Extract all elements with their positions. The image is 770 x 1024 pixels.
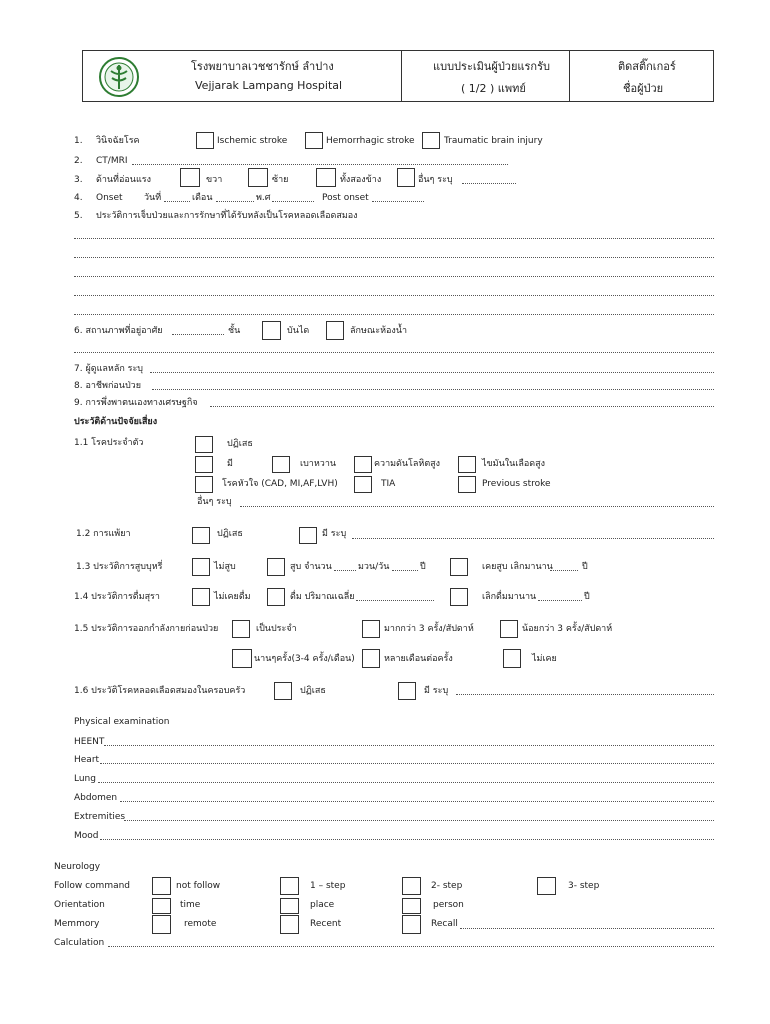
no-smoke-checkbox[interactable] [192, 558, 210, 576]
tia-checkbox[interactable] [354, 476, 372, 493]
heent-label: HEENT [74, 737, 105, 747]
orientation-time-label: time [180, 900, 201, 910]
history-label: ประวัติการเจ็บป่วยและการรักษาที่ได้รับหลังเป็นโรคหลอดเลือดสมอง [96, 211, 358, 221]
orientation-person-label: person [433, 900, 464, 910]
disease-deny-checkbox[interactable] [195, 436, 213, 453]
item-number: 2. [74, 156, 83, 166]
floor-field[interactable] [172, 334, 224, 335]
history-line[interactable] [74, 257, 714, 258]
quit-smoke-unit: ปี [582, 562, 588, 572]
memory-remote-checkbox[interactable] [152, 915, 171, 934]
onset-month-field[interactable] [216, 201, 254, 202]
diagnosis-label: วินิจฉัยโรค [96, 136, 140, 146]
not-follow-checkbox[interactable] [152, 877, 171, 895]
tia-label: TIA [381, 479, 396, 489]
memory-recent-checkbox[interactable] [280, 915, 299, 934]
disease-deny-label: ปฏิเสธ [227, 439, 253, 449]
left-side-checkbox[interactable] [248, 168, 268, 187]
item-number: 1. [74, 136, 83, 146]
caregiver-field[interactable] [150, 372, 714, 373]
exercise-never-checkbox[interactable] [503, 649, 521, 668]
previous-stroke-checkbox[interactable] [458, 476, 476, 493]
follow-command-label: Follow command [54, 881, 131, 891]
drink-amount-label: ดื่ม ปริมาณเฉลี่ย [290, 592, 355, 602]
stairs-label: บันได [287, 326, 310, 336]
traumatic-brain-injury-label: Traumatic brain injury [444, 136, 543, 146]
recall-field[interactable] [460, 928, 714, 929]
exercise-more3-label: มากกว่า 3 ครั้ง/สัปดาห์ [384, 624, 474, 634]
step3-checkbox[interactable] [537, 877, 556, 895]
hospital-logo-icon [97, 56, 141, 98]
ischemic-stroke-checkbox[interactable] [196, 132, 214, 149]
family-stroke-deny-checkbox[interactable] [274, 682, 292, 700]
dyslipidemia-label: ไขมันในเลือดสูง [482, 459, 546, 469]
form-header [82, 50, 714, 102]
item-number: 3. [74, 175, 83, 185]
exercise-never-label: ไม่เคย [532, 654, 557, 664]
right-side-label: ขวา [206, 175, 223, 185]
diabetes-checkbox[interactable] [272, 456, 290, 473]
ct-mri-field[interactable] [132, 164, 508, 165]
residence-line[interactable] [74, 352, 714, 353]
family-stroke-have-checkbox[interactable] [398, 682, 416, 700]
alcohol-label: 1.4 ประวัติการดื่มสุรา [74, 592, 160, 602]
quit-smoke-checkbox[interactable] [450, 558, 468, 576]
hypertension-checkbox[interactable] [354, 456, 372, 473]
abdomen-field[interactable] [120, 801, 714, 802]
step3-label: 3- step [568, 881, 600, 891]
previous-stroke-label: Previous stroke [482, 479, 551, 489]
traumatic-brain-injury-checkbox[interactable] [422, 132, 440, 149]
history-line[interactable] [74, 238, 714, 239]
exercise-more3-checkbox[interactable] [362, 620, 380, 638]
onset-label: Onset [96, 193, 123, 203]
toilet-label: ลักษณะห้องน้ำ [350, 326, 408, 336]
other-side-field[interactable] [462, 183, 516, 184]
underlying-disease-label: 1.1 โรคประจำตัว [74, 438, 144, 448]
heart-disease-checkbox[interactable] [195, 476, 213, 493]
occupation-label: 8. อาชีพก่อนป่วย [74, 381, 141, 391]
weak-side-label: ด้านที่อ่อนแรง [96, 175, 151, 185]
family-stroke-label: 1.6 ประวัติโรคหลอดเลือดสมองในครอบครัว [74, 686, 246, 696]
exercise-label: 1.5 ประวัติการออกกำลังกายก่อนป่วย [74, 624, 219, 634]
physical-exam-title: Physical examination [74, 717, 170, 727]
item-number: 5. [74, 211, 83, 221]
post-onset-field[interactable] [372, 201, 424, 202]
family-stroke-have-label: มี ระบุ [424, 686, 449, 696]
sticker-label: ติดสติ๊กเกอร์ [618, 60, 676, 73]
allergy-deny-label: ปฏิเสธ [217, 529, 243, 539]
mood-label: Mood [74, 831, 99, 841]
allergy-deny-checkbox[interactable] [192, 527, 210, 544]
other-side-checkbox[interactable] [397, 168, 415, 187]
memory-recall-label: Recall [431, 919, 458, 929]
dyslipidemia-checkbox[interactable] [458, 456, 476, 473]
step1-label: 1 – step [310, 881, 346, 891]
smoke-amount-label: สูบ จำนวน [290, 562, 332, 572]
orientation-person-checkbox[interactable] [402, 898, 421, 914]
quit-drink-label: เลิกดื่มมานาน [482, 592, 537, 602]
exercise-months-label: หลายเดือนต่อครั้ง [384, 654, 453, 664]
memory-recall-checkbox[interactable] [402, 915, 421, 934]
floor-label: ชั้น [228, 326, 241, 336]
caregiver-label: 7. ผู้ดูแลหลัก ระบุ [74, 364, 144, 374]
form-subtitle: ( 1/2 ) แพทย์ [461, 82, 526, 95]
calculation-field[interactable] [108, 946, 714, 947]
ischemic-stroke-label: Ischemic stroke [217, 136, 288, 146]
smoking-label: 1.3 ประวัติการสูบบุหรี่ [76, 562, 163, 572]
quit-drink-unit: ปี [584, 592, 590, 602]
lung-field[interactable] [98, 782, 714, 783]
post-onset-label: Post onset [322, 193, 369, 203]
onset-year-label: พ.ศ [256, 193, 271, 203]
quit-smoke-label: เคยสูบ เลิกมานาน [482, 562, 553, 572]
drink-checkbox[interactable] [267, 588, 285, 606]
stairs-checkbox[interactable] [262, 321, 281, 340]
other-side-label: อื่นๆ ระบุ [418, 175, 453, 185]
drink-amount-field[interactable] [356, 600, 434, 601]
disease-other-label: อื่นๆ ระบุ [197, 497, 232, 507]
form-title: แบบประเมินผู้ป่วยแรกรับ [433, 60, 550, 73]
extremities-label: Extremities [74, 812, 126, 822]
history-line[interactable] [74, 276, 714, 277]
occupation-field[interactable] [152, 389, 714, 390]
right-side-checkbox[interactable] [180, 168, 200, 187]
left-side-label: ซ้าย [272, 175, 289, 185]
exercise-months-checkbox[interactable] [362, 649, 380, 668]
rolls-per-day-label: มวน/วัน [358, 562, 390, 572]
abdomen-label: Abdomen [74, 793, 118, 803]
onset-year-field[interactable] [272, 201, 314, 202]
history-line[interactable] [74, 295, 714, 296]
heart-disease-label: โรคหัวใจ (CAD, MI,AF,LVH) [222, 479, 338, 489]
no-smoke-label: ไม่สูบ [214, 562, 236, 572]
smoke-years-unit: ปี [420, 562, 426, 572]
diabetes-label: เบาหวาน [300, 459, 337, 469]
memory-recent-label: Recent [310, 919, 342, 929]
family-stroke-deny-label: ปฏิเสธ [300, 686, 326, 696]
hospital-name-english: Vejjarak Lampang Hospital [195, 79, 343, 92]
orientation-place-label: place [310, 900, 335, 910]
history-line[interactable] [74, 314, 714, 315]
heart-label: Heart [74, 755, 100, 765]
exercise-occasional-checkbox[interactable] [232, 649, 252, 668]
no-drink-checkbox[interactable] [192, 588, 210, 606]
allergy-have-checkbox[interactable] [299, 527, 317, 544]
disease-have-label: มี [227, 459, 233, 469]
memory-label: Memmory [54, 919, 100, 929]
exercise-regular-label: เป็นประจำ [256, 624, 297, 634]
hemorrhagic-stroke-checkbox[interactable] [305, 132, 323, 149]
orientation-label: Orientation [54, 900, 105, 910]
onset-day-field[interactable] [164, 201, 190, 202]
calculation-label: Calculation [54, 938, 105, 948]
memory-remote-label: remote [184, 919, 217, 929]
step2-checkbox[interactable] [402, 877, 421, 895]
exercise-occasional-label: นานๆครั้ง(3-4 ครั้ง/เดือน) [254, 654, 355, 664]
disease-have-checkbox[interactable] [195, 456, 213, 473]
smoke-amount-field[interactable] [334, 570, 356, 571]
exercise-less3-checkbox[interactable] [500, 620, 518, 638]
quit-drink-checkbox[interactable] [450, 588, 468, 606]
step1-checkbox[interactable] [280, 877, 299, 895]
exercise-less3-label: น้อยกว่า 3 ครั้ง/สัปดาห์ [522, 624, 613, 634]
no-drink-label: ไม่เคยดื่ม [214, 592, 251, 602]
drug-allergy-label: 1.2 การแพ้ยา [76, 529, 131, 539]
extremities-field[interactable] [124, 820, 714, 821]
allergy-have-label: มี ระบุ [322, 529, 347, 539]
not-follow-label: not follow [176, 881, 221, 891]
mood-field[interactable] [100, 839, 714, 840]
quit-smoke-field[interactable] [550, 570, 578, 571]
heart-field[interactable] [100, 763, 714, 764]
lung-label: Lung [74, 774, 96, 784]
onset-month-label: เดือน [192, 193, 213, 203]
economic-field[interactable] [210, 406, 714, 407]
smoke-checkbox[interactable] [267, 558, 285, 576]
residence-label: 6. สถานภาพที่อยู่อาศัย [74, 326, 163, 336]
onset-day-label: วันที่ [144, 193, 162, 203]
quit-drink-field[interactable] [538, 600, 582, 601]
heent-field[interactable] [104, 745, 714, 746]
hospital-name-thai: โรงพยาบาลเวชชารักษ์ ลำปาง [191, 60, 334, 73]
neurology-title: Neurology [54, 862, 101, 872]
patient-name-label: ชื่อผู้ป่วย [623, 82, 664, 95]
exercise-regular-checkbox[interactable] [232, 620, 250, 638]
orientation-place-checkbox[interactable] [280, 898, 299, 914]
allergy-field[interactable] [352, 538, 714, 539]
step2-label: 2- step [431, 881, 463, 891]
risk-factors-title: ประวัติด้านปัจจัยเสี่ยง [74, 417, 158, 427]
economic-label: 9. การพึ่งพาตนเองทางเศรษฐกิจ [74, 398, 198, 408]
both-sides-label: ทั้งสองข้าง [340, 175, 382, 185]
both-sides-checkbox[interactable] [316, 168, 336, 187]
family-stroke-field[interactable] [456, 694, 714, 695]
toilet-checkbox[interactable] [326, 321, 344, 340]
hemorrhagic-stroke-label: Hemorrhagic stroke [326, 136, 415, 146]
item-number: 4. [74, 193, 83, 203]
ct-mri-label: CT/MRI [96, 156, 128, 166]
smoke-years-field[interactable] [392, 570, 418, 571]
hypertension-label: ความดันโลหิตสูง [374, 459, 441, 469]
disease-other-field[interactable] [240, 506, 714, 507]
orientation-time-checkbox[interactable] [152, 898, 171, 914]
